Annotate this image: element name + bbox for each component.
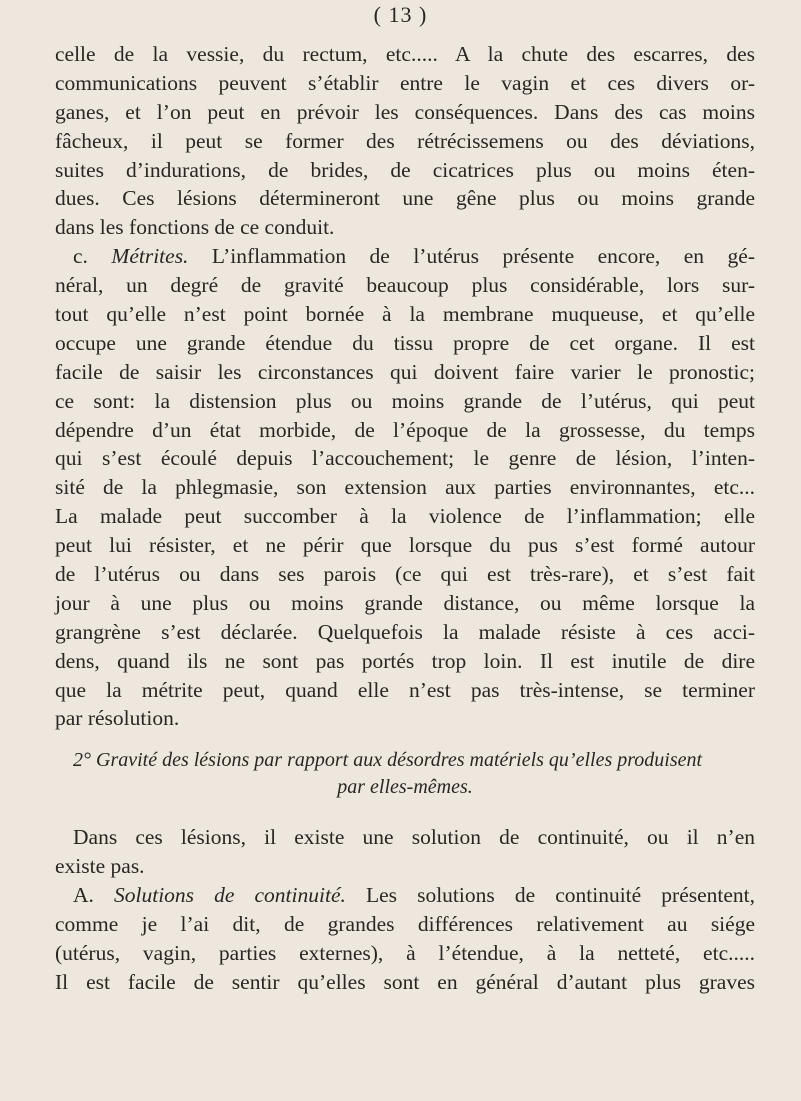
text-line: existe pas. [55, 854, 145, 879]
text-line: grangrène s’est déclarée. Quelquefois la malade résiste à ces acci- [55, 619, 755, 644]
text-line: facile de saisir les circonstances qui doivent faire varier le pronostic; [55, 359, 755, 384]
page-number: ( 13 ) [373, 2, 428, 27]
text-line: néral, un degré de gravité beaucoup plus considérable, lors sur- [55, 273, 755, 298]
text-line [55, 881, 755, 910]
text-line: dens, quand ils ne sont pas portés trop loin. Il est inutile de dire [55, 648, 755, 673]
text-line: qui s’est écoulé depuis l’accouchement; le genre de lésion, l’inten- [55, 446, 755, 471]
paragraph-metrites [55, 242, 755, 733]
text-line: jour à une plus ou moins grande distance, ou même lorsque la [55, 590, 755, 615]
spacer [55, 801, 755, 823]
text-line: que la métrite peut, quand elle n’est pas très-intense, se terminer [55, 677, 755, 702]
text-line: de l’utérus ou dans ses parois (ce qui est très-rare), et s’est fait [55, 562, 755, 587]
section-title: Métrites. [111, 244, 189, 269]
text-line: sité de la phlegmasie, son extension aux parties environnantes, etc... [55, 475, 755, 500]
section-letter: c. [73, 244, 112, 269]
paragraph-lesions-intro [55, 823, 755, 881]
text-line: dues. Ces lésions détermineront une gêne plus ou moins grande [55, 186, 755, 211]
section-title: Solutions de continuité. [114, 883, 346, 908]
text-line: ganes, et l’on peut en prévoir les conséquences. Dans des cas moins [55, 99, 755, 124]
text-line: occupe une grande étendue du tissu propre de cet organe. Il est [55, 330, 755, 355]
text-line: tout qu’elle n’est point bornée à la membrane muqueuse, et qu’elle [55, 302, 755, 327]
text-line: peut lui résister, et ne périr que lorsque du pus s’est formé autour [55, 533, 755, 558]
text-line: fâcheux, il peut se former des rétrécissemens ou des déviations, [55, 128, 755, 153]
text-fragment: L’inflammation de l’utérus présente encore, en gé- [188, 244, 755, 269]
text-line: Dans ces lésions, il existe une solution de continuité, ou il n’en [73, 825, 755, 850]
paragraph-vagina-lesions [55, 40, 755, 242]
text-line: ce sont: la distension plus ou moins grande de l’utérus, qui peut [55, 388, 755, 413]
section-heading [55, 747, 755, 801]
text-line: celle de la vessie, du rectum, etc..... A la chute des escarres, des [55, 42, 755, 66]
section-letter: A. [73, 883, 114, 908]
text-line [55, 242, 755, 271]
text-line: (utérus, vagin, parties externes), à l’étendue, à la netteté, etc..... [55, 940, 755, 965]
text-line: par résolution. [55, 706, 180, 731]
heading-line: par elles-mêmes. [337, 776, 473, 799]
text-line: suites d’indurations, de brides, de cicatrices plus ou moins éten- [55, 157, 755, 182]
paragraph-solutions-continuite [55, 881, 755, 997]
text-line: La malade peut succomber à la violence de l’inflammation; elle [55, 504, 755, 529]
text-line: communications peuvent s’établir entre le vagin et ces divers or- [55, 70, 755, 95]
spacer [55, 733, 755, 747]
text-line: comme je l’ai dit, de grandes différences relativement au siége [55, 912, 755, 937]
text-line: dépendre d’un état morbide, de l’époque de la grossesse, du temps [55, 417, 755, 442]
heading-line: 2° Gravité des lésions par rapport aux désordres matériels qu’elles produisent [73, 749, 703, 772]
text-fragment: Les solutions de continuité présentent, [345, 883, 756, 908]
text-line: Il est facile de sentir qu’elles sont en général d’autant plus graves [55, 969, 755, 994]
body-text [55, 40, 755, 997]
text-line: dans les fonctions de ce conduit. [55, 215, 335, 240]
